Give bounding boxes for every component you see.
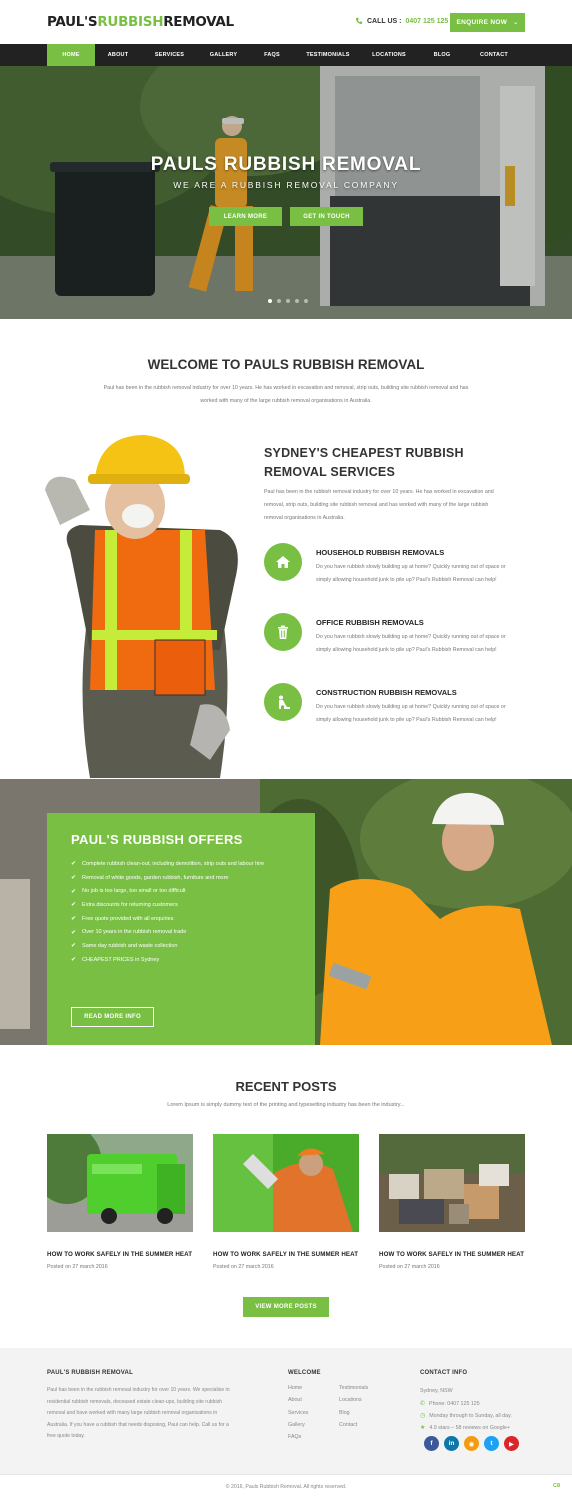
footer-link-home[interactable]: Home	[288, 1385, 303, 1391]
post-title[interactable]: HOW TO WORK SAFELY IN THE SUMMER HEAT	[213, 1251, 359, 1258]
check-icon: ✔	[71, 957, 77, 964]
linkedin-icon[interactable]: in	[444, 1436, 459, 1451]
post-image[interactable]	[47, 1134, 193, 1232]
construction-worker-icon	[264, 683, 302, 721]
call-label: CALL US :	[367, 17, 402, 25]
offer-item: ✔ Extra discounts for returning customers	[71, 901, 178, 909]
post-card[interactable]	[47, 1134, 193, 1270]
nav-item-contact[interactable]: CONTACT	[480, 52, 508, 58]
hero-subtitle: WE ARE A RUBBISH REMOVAL COMPANY	[173, 180, 399, 190]
star-icon: ★	[420, 1425, 426, 1431]
nav-item-about[interactable]: ABOUT	[107, 52, 129, 58]
footer-link-locations[interactable]: Locations	[339, 1397, 362, 1404]
offer-item: ✔ CHEAPEST PRICES in Sydney	[71, 956, 160, 964]
enquire-now-button[interactable]: ENQUIRE NOW ⌄	[450, 13, 525, 32]
post-date: Posted on 27 march 2016	[379, 1264, 440, 1270]
check-icon: ✔	[71, 916, 77, 923]
slider-dot[interactable]	[304, 299, 308, 303]
footer-phone[interactable]: ✆ Phone: 0407 125 125	[420, 1400, 480, 1407]
view-more-posts-button[interactable]: VIEW MORE POSTS	[243, 1297, 329, 1317]
footer-link-blog[interactable]: Blog	[339, 1409, 350, 1416]
check-icon: ✔	[71, 861, 77, 868]
offers-box	[47, 813, 315, 1045]
slider-dot[interactable]	[286, 299, 290, 303]
worker-image	[20, 430, 250, 778]
recent-posts-title: RECENT POSTS	[235, 1079, 337, 1094]
check-icon: ✔	[71, 902, 77, 909]
house-icon	[264, 543, 302, 581]
slider-dot[interactable]	[268, 299, 272, 303]
learn-more-button[interactable]: LEARN MORE	[209, 207, 282, 226]
check-icon: ✔	[71, 943, 77, 950]
welcome-text: Paul has been in the rubbish removal industry for over 10 years. He has worked in excavation and removal, strip outs, building site rubbish removal and has worked with many of the large rubbish removal organisations in Australia.	[103, 385, 469, 404]
offer-item: ✔ No job is too large, too small or too difficult	[71, 888, 186, 895]
read-more-info-button[interactable]: READ MORE INFO	[71, 1007, 154, 1027]
service-text: Do you have rubbish slowly building up at home? Quickly running out of space or simply allowing household junk to pile up? Paul's Rubbish Removal can help!	[316, 704, 506, 723]
nav-item-testimonials[interactable]: TESTIMONIALS	[306, 52, 350, 58]
check-icon: ✔	[71, 875, 77, 882]
footer-contact-title: CONTACT INFO	[420, 1370, 468, 1376]
services-title: SYDNEY'S CHEAPEST RUBBISH REMOVAL SERVICES	[264, 446, 464, 479]
footer-about-text: Paul has been in the rubbish removal industry for over 10 years. We specialise in residential rubbish removals, deceased estate clean-ups, building site rubbish removal and have worked with many large rubbish removal organisations in Australia. If you have a rubbish that needs disposing, Paul can help. Call us for a free quote today.	[47, 1387, 230, 1439]
services-text: Paul has been in the rubbish removal industry for over 10 years. He has worked in excavation and removal, strip outs, building site rubbish removal and has worked with many of the large rubbish removal organisations in Australia.	[264, 489, 494, 521]
footer-location: Sydney, NSW	[420, 1388, 453, 1394]
nav-item-locations[interactable]: LOCATIONS	[372, 52, 406, 58]
hero-slider	[0, 66, 572, 319]
offers-section	[0, 779, 572, 1045]
nav-item-faqs[interactable]: FAQS	[264, 52, 280, 58]
footer-link-faqs[interactable]: FAQs	[288, 1434, 302, 1441]
service-text: Do you have rubbish slowly building up at home? Quickly running out of space or simply allowing household junk to pile up? Paul's Rubbish Removal can help!	[316, 564, 506, 583]
slider-dot[interactable]	[295, 299, 299, 303]
chevron-down-icon: ⌄	[513, 20, 519, 26]
nav-item-home[interactable]: HOME	[47, 44, 95, 66]
nav-item-gallery[interactable]: GALLERY	[209, 52, 238, 58]
youtube-icon[interactable]: ▶	[504, 1436, 519, 1451]
phone-number[interactable]: 0407 125 125	[405, 17, 449, 25]
post-card[interactable]	[213, 1134, 359, 1270]
slider-dots	[268, 299, 308, 303]
post-date: Posted on 27 march 2016	[47, 1264, 108, 1270]
slider-dot[interactable]	[277, 299, 281, 303]
post-title[interactable]: HOW TO WORK SAFELY IN THE SUMMER HEAT	[47, 1251, 193, 1258]
service-title: CONSTRUCTION RUBBISH REMOVALS	[316, 688, 457, 697]
nav-item-services[interactable]: SERVICES	[154, 52, 185, 58]
nav-item-blog[interactable]: BLOG	[433, 52, 451, 58]
check-icon: ✔	[71, 929, 77, 936]
offer-item: ✔ Removal of white goods, garden rubbish, furniture and more	[71, 874, 229, 882]
facebook-icon[interactable]: f	[424, 1436, 439, 1451]
footer-link-services[interactable]: Services	[288, 1409, 309, 1416]
offers-title: PAUL'S RUBBISH OFFERS	[71, 832, 243, 847]
main-nav	[0, 44, 572, 66]
footer-badge: C8	[552, 1483, 560, 1489]
offer-item: ✔ Free quote provided with all enquiries	[71, 915, 174, 923]
footer-link-gallery[interactable]: Gallery	[288, 1421, 305, 1428]
service-text: Do you have rubbish slowly building up at home? Quickly running out of space or simply allowing household junk to pile up? Paul's Rubbish Removal can help!	[316, 634, 506, 653]
phone-icon	[355, 17, 363, 25]
offer-item: ✔ Over 10 years in the rubbish removal trade	[71, 929, 187, 936]
recent-posts-subtitle: Lorem Ipsum is simply dummy text of the printing and typesetting industry has been the industry...	[167, 1102, 405, 1108]
clock-icon: ◷	[420, 1413, 426, 1419]
footer-link-testimonials[interactable]: Testimonials	[339, 1385, 369, 1391]
rss-icon[interactable]: ◉	[464, 1436, 479, 1451]
footer-link-contact[interactable]: Contact	[339, 1421, 358, 1428]
post-date: Posted on 27 march 2016	[213, 1264, 274, 1270]
phone-icon: ✆	[420, 1401, 426, 1407]
footer-hours: ◷ Monday through to Sunday, all day.	[420, 1412, 512, 1419]
service-title: OFFICE RUBBISH REMOVALS	[316, 618, 424, 627]
trash-icon	[264, 613, 302, 651]
footer-rating[interactable]: ★ 4.9 stars – 58 reviews on Google+	[420, 1424, 510, 1431]
post-title[interactable]: HOW TO WORK SAFELY IN THE SUMMER HEAT	[379, 1251, 525, 1258]
footer-welcome-title: WELCOME	[288, 1370, 321, 1376]
offer-item: ✔ Complete rubbish clean-out, including demolition, strip outs and labour hire	[71, 860, 265, 868]
post-image[interactable]	[213, 1134, 359, 1232]
service-title: HOUSEHOLD RUBBISH REMOVALS	[316, 548, 445, 557]
copyright-bar	[0, 1474, 572, 1500]
post-image[interactable]	[379, 1134, 525, 1232]
check-icon: ✔	[71, 888, 77, 895]
call-us[interactable]	[355, 17, 448, 25]
footer-link-about[interactable]: About	[288, 1397, 302, 1404]
hero-title: PAULS RUBBISH REMOVAL	[150, 154, 422, 175]
site-logo[interactable]: PAUL'SRUBBISHREMOVAL	[47, 14, 234, 30]
offers-list	[71, 857, 264, 967]
copyright-text: © 2016, Pauls Rubbish Removal. All rights reserved.	[225, 1484, 347, 1490]
footer-about-title: PAUL'S RUBBISH REMOVAL	[47, 1370, 133, 1376]
get-in-touch-button[interactable]: GET IN TOUCH	[290, 207, 363, 226]
welcome-title: WELCOME TO PAULS RUBBISH REMOVAL	[147, 357, 425, 372]
site-footer	[0, 1348, 572, 1474]
site-header	[0, 0, 572, 44]
offer-item: ✔ Same day rubbish and waste collection	[71, 942, 178, 950]
post-card[interactable]	[379, 1134, 525, 1270]
twitter-icon[interactable]: t	[484, 1436, 499, 1451]
